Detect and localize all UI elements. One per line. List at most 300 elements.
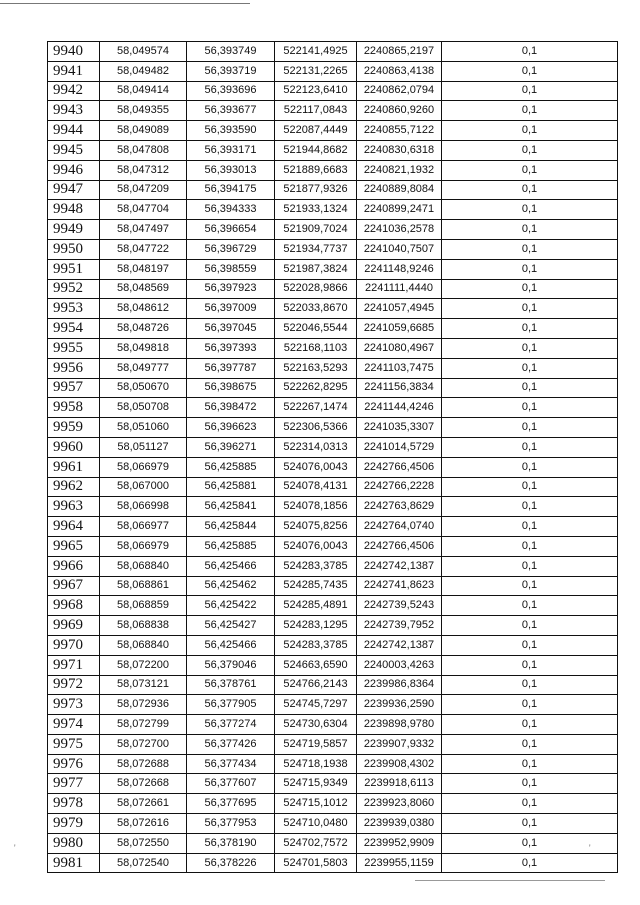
x-coordinate-cell: 524078,1856	[275, 497, 357, 517]
point-number-cell: 9940	[48, 42, 100, 62]
y-coordinate-cell: 2241014,5729	[357, 437, 442, 457]
x-coordinate-cell: 522131,2265	[275, 61, 357, 81]
accuracy-cell: 0,1	[442, 279, 618, 299]
latitude-cell: 58,072540	[100, 853, 187, 873]
y-coordinate-cell: 2241144,4246	[357, 398, 442, 418]
table-row	[48, 576, 618, 596]
table-row	[48, 338, 618, 358]
accuracy-cell: 0,1	[442, 437, 618, 457]
longitude-cell: 56,425885	[187, 457, 275, 477]
latitude-cell: 58,051060	[100, 418, 187, 438]
point-number-cell: 9945	[48, 140, 100, 160]
table-row	[48, 418, 618, 438]
point-number-cell: 9980	[48, 833, 100, 853]
y-coordinate-cell: 2242766,4506	[357, 536, 442, 556]
latitude-cell: 58,072200	[100, 655, 187, 675]
latitude-cell: 58,068859	[100, 596, 187, 616]
longitude-cell: 56,398675	[187, 378, 275, 398]
accuracy-cell: 0,1	[442, 239, 618, 259]
point-number-cell: 9969	[48, 616, 100, 636]
table-row	[48, 556, 618, 576]
y-coordinate-cell: 2241036,2578	[357, 220, 442, 240]
y-coordinate-cell: 2240003,4263	[357, 655, 442, 675]
latitude-cell: 58,047497	[100, 220, 187, 240]
longitude-cell: 56,377426	[187, 734, 275, 754]
latitude-cell: 58,068861	[100, 576, 187, 596]
accuracy-cell: 0,1	[442, 774, 618, 794]
point-number-cell: 9977	[48, 774, 100, 794]
longitude-cell: 56,393013	[187, 160, 275, 180]
longitude-cell: 56,377953	[187, 814, 275, 834]
x-coordinate-cell: 522262,8295	[275, 378, 357, 398]
table-row	[48, 497, 618, 517]
y-coordinate-cell: 2241148,9246	[357, 259, 442, 279]
x-coordinate-cell: 522028,9866	[275, 279, 357, 299]
table-row	[48, 616, 618, 636]
latitude-cell: 58,049777	[100, 358, 187, 378]
x-coordinate-cell: 521933,1324	[275, 200, 357, 220]
accuracy-cell: 0,1	[442, 576, 618, 596]
table-row	[48, 378, 618, 398]
point-number-cell: 9970	[48, 635, 100, 655]
accuracy-cell: 0,1	[442, 695, 618, 715]
x-coordinate-cell: 522267,1474	[275, 398, 357, 418]
y-coordinate-cell: 2240889,8084	[357, 180, 442, 200]
x-coordinate-cell: 522163,5293	[275, 358, 357, 378]
longitude-cell: 56,396623	[187, 418, 275, 438]
point-number-cell: 9950	[48, 239, 100, 259]
point-number-cell: 9973	[48, 695, 100, 715]
latitude-cell: 58,072550	[100, 833, 187, 853]
y-coordinate-cell: 2240860,9260	[357, 101, 442, 121]
point-number-cell: 9966	[48, 556, 100, 576]
accuracy-cell: 0,1	[442, 734, 618, 754]
y-coordinate-cell: 2242739,5243	[357, 596, 442, 616]
x-coordinate-cell: 524283,1295	[275, 616, 357, 636]
y-coordinate-cell: 2240830,6318	[357, 140, 442, 160]
accuracy-cell: 0,1	[442, 457, 618, 477]
point-number-cell: 9947	[48, 180, 100, 200]
point-number-cell: 9944	[48, 121, 100, 141]
x-coordinate-cell: 524719,5857	[275, 734, 357, 754]
accuracy-cell: 0,1	[442, 616, 618, 636]
x-coordinate-cell: 524730,6304	[275, 715, 357, 735]
point-number-cell: 9975	[48, 734, 100, 754]
x-coordinate-cell: 524766,2143	[275, 675, 357, 695]
coordinates-table	[47, 41, 618, 873]
point-number-cell: 9948	[48, 200, 100, 220]
y-coordinate-cell: 2242763,8629	[357, 497, 442, 517]
point-number-cell: 9949	[48, 220, 100, 240]
table-row	[48, 833, 618, 853]
point-number-cell: 9941	[48, 61, 100, 81]
table-row	[48, 319, 618, 339]
accuracy-cell: 0,1	[442, 814, 618, 834]
y-coordinate-cell: 2241111,4440	[357, 279, 442, 299]
x-coordinate-cell: 524285,4891	[275, 596, 357, 616]
table-row	[48, 536, 618, 556]
point-number-cell: 9962	[48, 477, 100, 497]
longitude-cell: 56,425462	[187, 576, 275, 596]
table-row	[48, 398, 618, 418]
table-row	[48, 101, 618, 121]
x-coordinate-cell: 524701,5803	[275, 853, 357, 873]
latitude-cell: 58,049089	[100, 121, 187, 141]
point-number-cell: 9960	[48, 437, 100, 457]
scan-mark-right: '	[589, 843, 591, 853]
y-coordinate-cell: 2242739,7952	[357, 616, 442, 636]
latitude-cell: 58,049574	[100, 42, 187, 62]
table-row	[48, 675, 618, 695]
x-coordinate-cell: 521909,7024	[275, 220, 357, 240]
longitude-cell: 56,396271	[187, 437, 275, 457]
accuracy-cell: 0,1	[442, 556, 618, 576]
y-coordinate-cell: 2239908,4302	[357, 754, 442, 774]
accuracy-cell: 0,1	[442, 200, 618, 220]
table-row	[48, 279, 618, 299]
x-coordinate-cell: 524076,0043	[275, 536, 357, 556]
y-coordinate-cell: 2242766,2228	[357, 477, 442, 497]
x-coordinate-cell: 521934,7737	[275, 239, 357, 259]
latitude-cell: 58,049482	[100, 61, 187, 81]
latitude-cell: 58,066979	[100, 536, 187, 556]
accuracy-cell: 0,1	[442, 675, 618, 695]
y-coordinate-cell: 2239936,2590	[357, 695, 442, 715]
longitude-cell: 56,398472	[187, 398, 275, 418]
latitude-cell: 58,072936	[100, 695, 187, 715]
accuracy-cell: 0,1	[442, 398, 618, 418]
table-row	[48, 220, 618, 240]
y-coordinate-cell: 2240855,7122	[357, 121, 442, 141]
accuracy-cell: 0,1	[442, 81, 618, 101]
x-coordinate-cell: 524715,1012	[275, 794, 357, 814]
point-number-cell: 9976	[48, 754, 100, 774]
x-coordinate-cell: 524710,0480	[275, 814, 357, 834]
y-coordinate-cell: 2239952,9909	[357, 833, 442, 853]
table-row	[48, 140, 618, 160]
accuracy-cell: 0,1	[442, 536, 618, 556]
latitude-cell: 58,072688	[100, 754, 187, 774]
latitude-cell: 58,048612	[100, 299, 187, 319]
longitude-cell: 56,377434	[187, 754, 275, 774]
point-number-cell: 9974	[48, 715, 100, 735]
x-coordinate-cell: 522123,6410	[275, 81, 357, 101]
y-coordinate-cell: 2239986,8364	[357, 675, 442, 695]
x-coordinate-cell: 522117,0843	[275, 101, 357, 121]
bottom-rule	[415, 880, 605, 881]
table-row	[48, 754, 618, 774]
longitude-cell: 56,397045	[187, 319, 275, 339]
accuracy-cell: 0,1	[442, 794, 618, 814]
x-coordinate-cell: 524076,0043	[275, 457, 357, 477]
longitude-cell: 56,396729	[187, 239, 275, 259]
latitude-cell: 58,048569	[100, 279, 187, 299]
y-coordinate-cell: 2242766,4506	[357, 457, 442, 477]
point-number-cell: 9981	[48, 853, 100, 873]
longitude-cell: 56,393590	[187, 121, 275, 141]
point-number-cell: 9968	[48, 596, 100, 616]
latitude-cell: 58,050670	[100, 378, 187, 398]
x-coordinate-cell: 521987,3824	[275, 259, 357, 279]
y-coordinate-cell: 2240821,1932	[357, 160, 442, 180]
latitude-cell: 58,048197	[100, 259, 187, 279]
latitude-cell: 58,066979	[100, 457, 187, 477]
y-coordinate-cell: 2240865,2197	[357, 42, 442, 62]
y-coordinate-cell: 2239955,1159	[357, 853, 442, 873]
latitude-cell: 58,049414	[100, 81, 187, 101]
point-number-cell: 9971	[48, 655, 100, 675]
top-rule	[0, 3, 250, 4]
y-coordinate-cell: 2242742,1387	[357, 556, 442, 576]
table-row	[48, 259, 618, 279]
latitude-cell: 58,072799	[100, 715, 187, 735]
longitude-cell: 56,425881	[187, 477, 275, 497]
table-row	[48, 437, 618, 457]
longitude-cell: 56,397393	[187, 338, 275, 358]
y-coordinate-cell: 2240862,0794	[357, 81, 442, 101]
longitude-cell: 56,394333	[187, 200, 275, 220]
accuracy-cell: 0,1	[442, 61, 618, 81]
longitude-cell: 56,397923	[187, 279, 275, 299]
x-coordinate-cell: 521944,8682	[275, 140, 357, 160]
accuracy-cell: 0,1	[442, 42, 618, 62]
x-coordinate-cell: 524075,8256	[275, 517, 357, 537]
table-row	[48, 715, 618, 735]
x-coordinate-cell: 522046,5544	[275, 319, 357, 339]
longitude-cell: 56,425885	[187, 536, 275, 556]
point-number-cell: 9965	[48, 536, 100, 556]
y-coordinate-cell: 2242764,0740	[357, 517, 442, 537]
x-coordinate-cell: 524283,3785	[275, 556, 357, 576]
y-coordinate-cell: 2241059,6685	[357, 319, 442, 339]
accuracy-cell: 0,1	[442, 299, 618, 319]
longitude-cell: 56,398559	[187, 259, 275, 279]
latitude-cell: 58,047209	[100, 180, 187, 200]
table-row	[48, 42, 618, 62]
point-number-cell: 9963	[48, 497, 100, 517]
accuracy-cell: 0,1	[442, 220, 618, 240]
point-number-cell: 9955	[48, 338, 100, 358]
latitude-cell: 58,072700	[100, 734, 187, 754]
longitude-cell: 56,378761	[187, 675, 275, 695]
y-coordinate-cell: 2239939,0380	[357, 814, 442, 834]
y-coordinate-cell: 2241035,3307	[357, 418, 442, 438]
x-coordinate-cell: 524663,6590	[275, 655, 357, 675]
y-coordinate-cell: 2241103,7475	[357, 358, 442, 378]
longitude-cell: 56,425466	[187, 556, 275, 576]
table-row	[48, 299, 618, 319]
point-number-cell: 9942	[48, 81, 100, 101]
longitude-cell: 56,393677	[187, 101, 275, 121]
y-coordinate-cell: 2241080,4967	[357, 338, 442, 358]
table-row	[48, 200, 618, 220]
table-row	[48, 457, 618, 477]
x-coordinate-cell: 524078,4131	[275, 477, 357, 497]
point-number-cell: 9957	[48, 378, 100, 398]
longitude-cell: 56,393749	[187, 42, 275, 62]
table-row	[48, 774, 618, 794]
point-number-cell: 9951	[48, 259, 100, 279]
latitude-cell: 58,047722	[100, 239, 187, 259]
accuracy-cell: 0,1	[442, 418, 618, 438]
latitude-cell: 58,047312	[100, 160, 187, 180]
accuracy-cell: 0,1	[442, 754, 618, 774]
longitude-cell: 56,394175	[187, 180, 275, 200]
table-row	[48, 853, 618, 873]
latitude-cell: 58,072661	[100, 794, 187, 814]
table-row	[48, 358, 618, 378]
latitude-cell: 58,068838	[100, 616, 187, 636]
y-coordinate-cell: 2239918,6113	[357, 774, 442, 794]
table-row	[48, 814, 618, 834]
accuracy-cell: 0,1	[442, 160, 618, 180]
longitude-cell: 56,377905	[187, 695, 275, 715]
longitude-cell: 56,425841	[187, 497, 275, 517]
table-row	[48, 121, 618, 141]
longitude-cell: 56,425466	[187, 635, 275, 655]
latitude-cell: 58,067000	[100, 477, 187, 497]
longitude-cell: 56,425422	[187, 596, 275, 616]
x-coordinate-cell: 521889,6683	[275, 160, 357, 180]
longitude-cell: 56,393696	[187, 81, 275, 101]
accuracy-cell: 0,1	[442, 833, 618, 853]
latitude-cell: 58,072668	[100, 774, 187, 794]
longitude-cell: 56,397009	[187, 299, 275, 319]
accuracy-cell: 0,1	[442, 319, 618, 339]
table-row	[48, 655, 618, 675]
point-number-cell: 9958	[48, 398, 100, 418]
accuracy-cell: 0,1	[442, 655, 618, 675]
x-coordinate-cell: 521877,9326	[275, 180, 357, 200]
point-number-cell: 9943	[48, 101, 100, 121]
table-row	[48, 596, 618, 616]
latitude-cell: 58,068840	[100, 556, 187, 576]
accuracy-cell: 0,1	[442, 140, 618, 160]
longitude-cell: 56,425844	[187, 517, 275, 537]
longitude-cell: 56,396654	[187, 220, 275, 240]
longitude-cell: 56,377695	[187, 794, 275, 814]
x-coordinate-cell: 522168,1103	[275, 338, 357, 358]
longitude-cell: 56,377274	[187, 715, 275, 735]
table-row	[48, 734, 618, 754]
accuracy-cell: 0,1	[442, 853, 618, 873]
x-coordinate-cell: 522033,8670	[275, 299, 357, 319]
coordinates-table-body	[48, 42, 618, 873]
latitude-cell: 58,049355	[100, 101, 187, 121]
table-row	[48, 160, 618, 180]
table-row	[48, 635, 618, 655]
accuracy-cell: 0,1	[442, 121, 618, 141]
scan-mark-left: '	[14, 843, 16, 853]
y-coordinate-cell: 2240899,2471	[357, 200, 442, 220]
latitude-cell: 58,072616	[100, 814, 187, 834]
point-number-cell: 9979	[48, 814, 100, 834]
accuracy-cell: 0,1	[442, 635, 618, 655]
y-coordinate-cell: 2241057,4945	[357, 299, 442, 319]
y-coordinate-cell: 2239923,8060	[357, 794, 442, 814]
point-number-cell: 9952	[48, 279, 100, 299]
x-coordinate-cell: 524702,7572	[275, 833, 357, 853]
point-number-cell: 9978	[48, 794, 100, 814]
longitude-cell: 56,393171	[187, 140, 275, 160]
table-row	[48, 517, 618, 537]
x-coordinate-cell: 524715,9349	[275, 774, 357, 794]
accuracy-cell: 0,1	[442, 180, 618, 200]
latitude-cell: 58,050708	[100, 398, 187, 418]
accuracy-cell: 0,1	[442, 338, 618, 358]
latitude-cell: 58,066998	[100, 497, 187, 517]
accuracy-cell: 0,1	[442, 497, 618, 517]
point-number-cell: 9956	[48, 358, 100, 378]
latitude-cell: 58,047808	[100, 140, 187, 160]
accuracy-cell: 0,1	[442, 378, 618, 398]
x-coordinate-cell: 524718,1938	[275, 754, 357, 774]
latitude-cell: 58,048726	[100, 319, 187, 339]
point-number-cell: 9972	[48, 675, 100, 695]
table-row	[48, 81, 618, 101]
longitude-cell: 56,425427	[187, 616, 275, 636]
table-row	[48, 477, 618, 497]
table-row	[48, 695, 618, 715]
y-coordinate-cell: 2241156,3834	[357, 378, 442, 398]
accuracy-cell: 0,1	[442, 517, 618, 537]
x-coordinate-cell: 522087,4449	[275, 121, 357, 141]
table-row	[48, 61, 618, 81]
point-number-cell: 9954	[48, 319, 100, 339]
y-coordinate-cell: 2242741,8623	[357, 576, 442, 596]
longitude-cell: 56,379046	[187, 655, 275, 675]
y-coordinate-cell: 2240863,4138	[357, 61, 442, 81]
accuracy-cell: 0,1	[442, 596, 618, 616]
x-coordinate-cell: 522141,4925	[275, 42, 357, 62]
x-coordinate-cell: 524285,7435	[275, 576, 357, 596]
longitude-cell: 56,393719	[187, 61, 275, 81]
table-row	[48, 794, 618, 814]
longitude-cell: 56,397787	[187, 358, 275, 378]
longitude-cell: 56,378190	[187, 833, 275, 853]
latitude-cell: 58,051127	[100, 437, 187, 457]
y-coordinate-cell: 2239907,9332	[357, 734, 442, 754]
point-number-cell: 9967	[48, 576, 100, 596]
latitude-cell: 58,073121	[100, 675, 187, 695]
x-coordinate-cell: 524283,3785	[275, 635, 357, 655]
longitude-cell: 56,377607	[187, 774, 275, 794]
accuracy-cell: 0,1	[442, 715, 618, 735]
y-coordinate-cell: 2241040,7507	[357, 239, 442, 259]
table-row	[48, 180, 618, 200]
x-coordinate-cell: 524745,7297	[275, 695, 357, 715]
latitude-cell: 58,049818	[100, 338, 187, 358]
y-coordinate-cell: 2242742,1387	[357, 635, 442, 655]
point-number-cell: 9959	[48, 418, 100, 438]
latitude-cell: 58,066977	[100, 517, 187, 537]
x-coordinate-cell: 522314,0313	[275, 437, 357, 457]
point-number-cell: 9961	[48, 457, 100, 477]
table-row	[48, 239, 618, 259]
y-coordinate-cell: 2239898,9780	[357, 715, 442, 735]
latitude-cell: 58,068840	[100, 635, 187, 655]
longitude-cell: 56,378226	[187, 853, 275, 873]
accuracy-cell: 0,1	[442, 101, 618, 121]
point-number-cell: 9964	[48, 517, 100, 537]
accuracy-cell: 0,1	[442, 358, 618, 378]
point-number-cell: 9946	[48, 160, 100, 180]
accuracy-cell: 0,1	[442, 477, 618, 497]
x-coordinate-cell: 522306,5366	[275, 418, 357, 438]
accuracy-cell: 0,1	[442, 259, 618, 279]
latitude-cell: 58,047704	[100, 200, 187, 220]
point-number-cell: 9953	[48, 299, 100, 319]
